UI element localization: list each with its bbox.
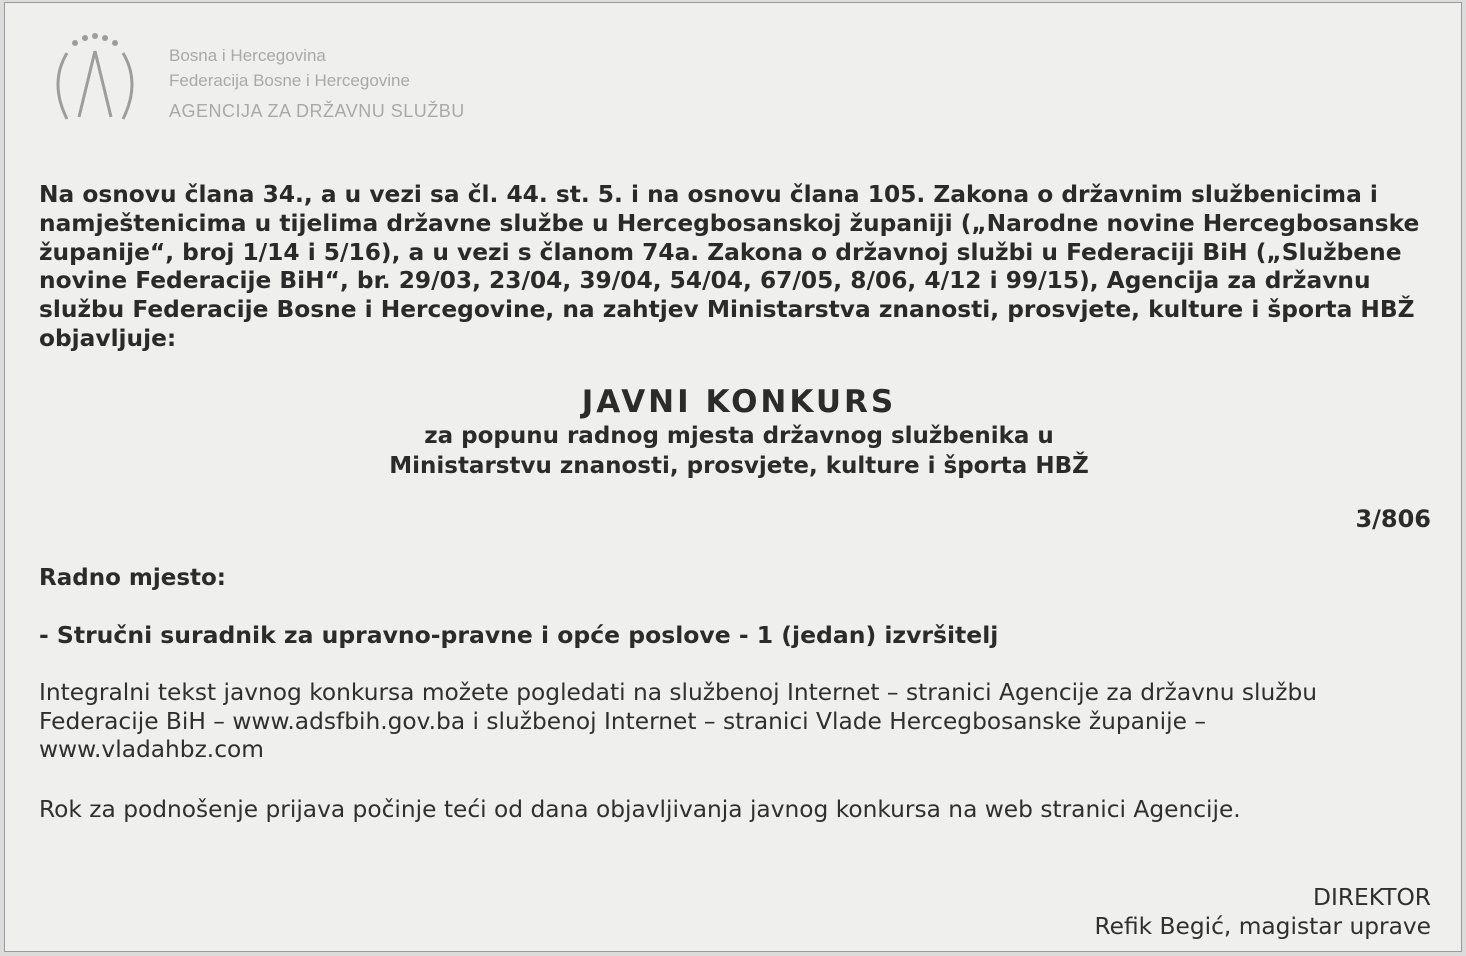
info-paragraph: Integralni tekst javnog konkursa možete pogledati na službenoj Internet – stranici Agencije za državnu službu Federacije BiH – www.adsfbih.gov.ba i službenoj Internet – stranici Vlade Hercegbosanske županije – www.vladahbz.com [39,679,1318,763]
signature-block [1094,883,1431,941]
intro-paragraph: Na osnovu člana 34., a u vezi sa čl. 44. st. 5. i na osnovu člana 105. Zakona o državnim službenicima i namještenicima u tijelima državne službe u Hercegbosanskoj županiji („Narodne novine Hercegbosanske županije“, broj 1/14 i 5/16), a u vezi s članom 74a. Zakona o državnoj službi u Federaciji BiH („Službene novine Federacije BiH“, br. 29/03, 23/04, 39/04, 54/04, 67/05, 8/06, 4/12 i 99/15), Agencija za državnu službu Federacije Bosne i Hercegovine, na zahtjev Ministarstva znanosti, prosvjete, kulture i športa HBŽ objavljuje: [39,181,1420,352]
federation-name: Federacija Bosne i Hercegovine [169,71,410,90]
announcement-title-block [39,383,1439,481]
reference-number: 3/806 [1355,505,1431,533]
agency-name: AGENCIJA ZA DRŽAVNU SLUŽBU [169,101,465,121]
announcement-subtitle-line2: Ministarstvu znanosti, prosvjete, kulture i športa HBŽ [389,453,1089,479]
announcement-page [4,2,1462,952]
announcement-title: JAVNI KONKURS [581,384,897,420]
announcement-subtitle-line1: za popunu radnog mjesta državnog službenika u [424,423,1054,449]
deadline-paragraph: Rok za podnošenje prijava počinje teći od dana objavljivanja javnog konkursa na web stranici Agencije. [39,796,1241,823]
signature-name: Refik Begić, magistar uprave [1094,913,1431,940]
position-item: - Stručni suradnik za upravno-pravne i opće poslove - 1 (jedan) izvršitelj [39,621,999,649]
signature-role: DIREKTOR [1313,884,1431,911]
agency-header [45,33,605,143]
agency-emblem-icon [45,33,145,143]
agency-name-block [169,43,465,124]
position-label: Radno mjesto: [39,565,227,591]
country-name: Bosna i Hercegovina [169,46,326,65]
